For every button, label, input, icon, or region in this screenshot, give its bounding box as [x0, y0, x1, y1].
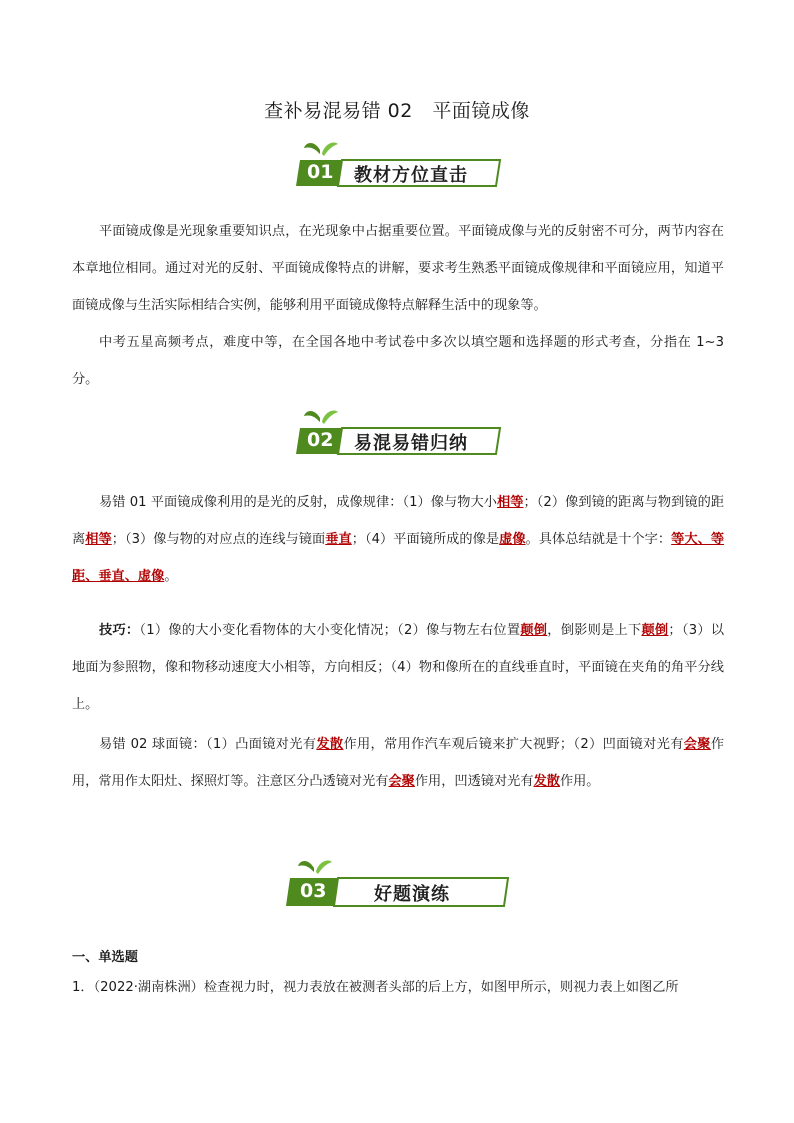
paragraph-error-01: 易错 01 平面镜成像利用的是光的反射，成像规律：（1）像与物大小相等；（2）像到镜的距离与物到镜的距离相等；（3）像与物的对应点的连线与镜面垂直；（4）平面镜所成的像是虚像。具体总结就是十个字：等大、等距、垂直、虚像。 — [72, 495, 725, 584]
badge-number: 02 — [307, 429, 334, 451]
highlight-term: 等大、等距、垂直、虚像 — [72, 532, 725, 584]
paragraph-exam-info: 中考五星高频考点，难度中等，在全国各地中考试卷中多次以填空题和选择题的形式考查，分指在 1~3 分。 — [72, 335, 724, 387]
highlight-term: 虚像 — [499, 532, 526, 547]
section-badge-01 — [292, 140, 504, 188]
question-1: 1．（2022·湖南株洲）检查视力时，视力表放在被测者头部的后上方，如图甲所示，则视力表上如图乙所 — [72, 980, 679, 995]
highlight-term: 颠倒 — [641, 623, 669, 638]
badge-number: 01 — [307, 161, 334, 183]
paragraph-error-02: 易错 02 球面镜：（1）凸面镜对光有发散作用，常用作汽车观后镜来扩大视野；（2）凹面镜对光有会聚作用，常用作太阳灶、探照灯等。注意区分凸透镜对光有会聚作用，凹透镜对光有发散作用。 — [72, 737, 725, 789]
section-badge-03 — [282, 858, 512, 908]
highlight-term: 相等 — [497, 495, 524, 510]
highlight-term: 垂直 — [325, 532, 352, 547]
highlight-term: 发散 — [316, 737, 344, 752]
highlight-term: 相等 — [85, 532, 112, 547]
paragraph-tips: 技巧：（1）像的大小变化看物体的大小变化情况；（2）像与物左右位置颠倒，倒影则是上下颠倒；（3）以地面为参照物，像和物移动速度大小相等，方向相反；（4）物和像所在的直线垂直时，平面镜在夹角的角平分线上。 — [72, 623, 725, 712]
badge-label: 易混易错归纳 — [354, 433, 468, 454]
page-title: 查补易混易错 02 平面镜成像 — [264, 100, 530, 122]
highlight-term: 发散 — [533, 774, 560, 789]
highlight-term: 颠倒 — [520, 623, 548, 638]
highlight-term: 会聚 — [683, 737, 711, 752]
paragraph-intro: 平面镜成像是光现象重要知识点，在光现象中占据重要位置。平面镜成像与光的反射密不可分，两节内容在本章地位相同。通过对光的反射、平面镜成像特点的讲解，要求考生熟悉平面镜成像规律和平面镜应用，知道平面镜成像与生活实际相结合实例，能够利用平面镜成像特点解释生活中的现象等。 — [72, 224, 724, 313]
section-heading-single-choice: 一、单选题 — [72, 950, 138, 965]
badge-number: 03 — [300, 880, 327, 902]
badge-label: 好题演练 — [374, 884, 450, 905]
badge-label: 教材方位直击 — [354, 165, 468, 186]
tip-label: 技巧： — [99, 623, 140, 638]
highlight-term: 会聚 — [388, 774, 415, 789]
section-badge-02 — [292, 408, 504, 456]
